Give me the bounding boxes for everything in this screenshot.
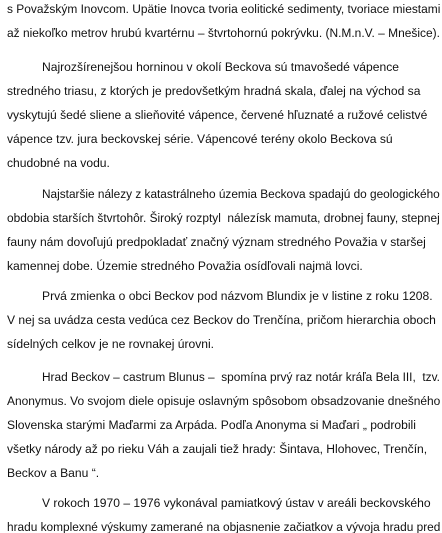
paragraph-line: V rokoch 1970 – 1976 vykonával pamiatkový ústav v areáli beckovského	[42, 496, 431, 510]
paragraph-line: sídelných celkov je ne rovnakej úrovni.	[7, 337, 215, 351]
paragraph-line: V nej sa uvádza cesta vedúca cez Beckov do Trenčína, pričom hierarchia oboch	[7, 313, 436, 327]
paragraph-line: Slovenska starými Maďarmi za Arpáda. Podľa Anonyma si Maďari „ podrobili	[7, 418, 416, 432]
paragraph-line: chudobné na vodu.	[7, 156, 110, 170]
paragraph-line: Prvá zmienka o obci Beckov pod názvom Blundix je v listine z roku 1208.	[42, 289, 433, 303]
paragraph-line: hradu komplexné výskumy zamerané na objasnenie začiatkov a vývoja hradu pred	[7, 520, 441, 533]
paragraph-line: Anonymus. Vo svojom diele opisuje oslavným spôsobom obsadzovanie dnešného	[7, 394, 441, 408]
paragraph-line: kamennej dobe. Územie stredného Považia osídľovali najmä lovci.	[7, 259, 363, 273]
paragraph-line: obdobia starších štvrtohôr. Široký rozptyl nálezísk mamuta, drobnej fauny, stepnej	[7, 211, 440, 225]
paragraph-line: vápence tzv. jura beckovskej série. Vápencové terény okolo Beckova sú	[7, 132, 393, 146]
paragraph-line: Najstaršie nálezy z katastrálneho územia Beckova spadajú do geologického	[42, 187, 440, 201]
paragraph-line: všetky národy až po rieku Váh a zaujali tiež hrady: Šintava, Hlohovec, Trenčín,	[7, 442, 428, 456]
paragraph-line: fauny nám dovoľujú predpokladať značný význam stredného Považia v staršej	[7, 235, 426, 249]
paragraph-line: až niekoľko metrov hrubú kvartérnu – štvrtohornú pokrývku. (N.M.n.V. – Mnešice).	[7, 26, 440, 40]
paragraph-line: Beckov a Banu “.	[7, 466, 100, 480]
paragraph-line: s Považským Inovcom. Upätie Inovca tvoria eolitické sedimenty, tvoriace miestami	[7, 2, 441, 16]
paragraph-line: stredného triasu, z ktorých je predovšetkým hradná skala, ďalej na východ sa	[7, 84, 421, 98]
paragraph-line: Najrozšírenejšou horninou v okolí Beckova sú tmavošedé vápence	[42, 60, 399, 74]
paragraph-line: Hrad Beckov – castrum Blunus – spomína prvý raz notár kráľa Bela III, tzv.	[42, 370, 440, 384]
paragraph-line: vyskytujú šedé sliene a slieňovité vápence, červené hľuznaté a ružové celistvé	[7, 108, 428, 122]
